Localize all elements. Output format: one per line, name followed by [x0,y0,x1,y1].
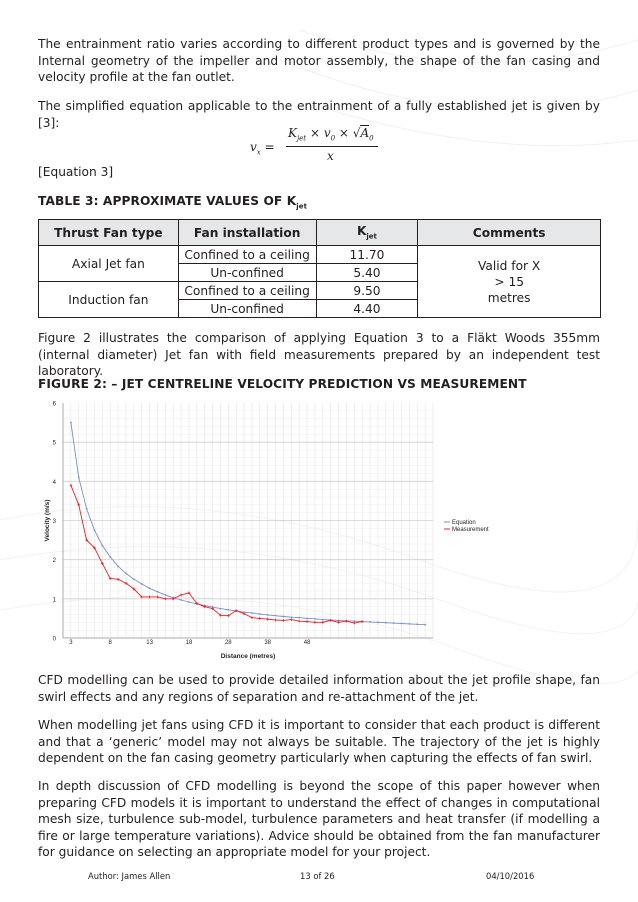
table-header-row [39,220,601,246]
col-header-comments: Comments [418,220,601,246]
kjet-cell: 4.40 [316,300,418,318]
data-point-equation [416,623,418,625]
data-point-measurement [156,595,159,598]
data-point-measurement [337,621,340,624]
x-tick-label: 28 [224,640,232,646]
installation-cell: Un-confined [178,300,316,318]
data-point-measurement [329,619,332,622]
data-point-equation [94,529,96,531]
data-point-equation [125,572,127,574]
x-tick-label: 8 [108,640,112,646]
data-point-equation [424,624,426,626]
col-header-installation: Fan installation [178,220,316,246]
data-point-equation [306,618,308,620]
equation-reference: [Equation 3] [38,165,114,179]
paragraph-entrainment-ratio: The entrainment ratio varies according to different product types and is governed by the Internal geometry of the impeller and motor assembly, the shape of the fan casing and velocity profile at the fan outlet. [38,37,600,85]
data-point-equation [86,508,88,510]
data-point-equation [408,623,410,625]
paragraph-cfd-scope: In depth discussion of CFD modelling is beyond the scope of this paper however when preparing CFD models it is important to understand the effect of changes in computational mesh size, turbulence sub-model, turbulence parameters and heat transfer (if modelling a fire or large temperature variations). Advice should be obtained from the fan manufacturer for guidance on selecting an appropriate model for your project. [38,779,600,860]
y-tick-label: 5 [52,440,56,447]
data-point-equation [157,591,159,593]
data-point-measurement [69,484,72,487]
data-point-measurement [77,503,80,506]
data-point-equation [220,608,222,610]
x-axis-label: Distance (metres) [220,653,276,660]
y-tick-label: 0 [52,636,56,643]
data-point-equation [267,614,269,616]
equation-denominator: x [327,149,334,163]
installation-cell: Un-confined [178,264,316,282]
data-point-equation [283,616,285,618]
paragraph-figure2-intro: Figure 2 illustrates the comparison of applying Equation 3 to a Fläkt Woods 355mm (internal diameter) Jet fan with field measurements prepared by an independent test laboratory. [38,331,600,379]
installation-cell: Confined to a ceiling [178,282,316,300]
installation-cell: Confined to a ceiling [178,246,316,264]
data-point-measurement [314,621,317,624]
y-tick-label: 1 [52,597,56,604]
data-point-equation [117,565,119,567]
data-point-measurement [180,594,183,597]
data-point-measurement [290,618,293,621]
data-point-equation [259,613,261,615]
figure2-chart [38,395,598,663]
fan-type-cell: Axial Jet fan [39,246,179,282]
data-point-equation [164,594,166,596]
x-tick-label: 48 [303,640,311,646]
col-header-fan-type: Thrust Fan type [39,220,179,246]
data-point-equation [70,422,72,424]
data-point-measurement [274,619,277,622]
paragraph-simplified-equation: The simplified equation applicable to the entrainment of a fully established jet is given by [3]: [38,99,600,130]
data-point-equation [133,578,135,580]
table-row [39,246,601,264]
legend-label-measurement: Measurement [452,527,489,533]
data-point-equation [298,617,300,619]
data-point-equation [275,615,277,617]
comments-cell: Valid for X > 15 metres [418,246,601,318]
data-point-equation [401,623,403,625]
x-tick-label: 3 [69,640,73,646]
series-line-measurement [71,485,362,623]
x-tick-label: 38 [264,640,272,646]
data-point-measurement [258,617,261,620]
kjet-cell: 9.50 [316,282,418,300]
equation-fraction-bar [286,146,378,147]
y-tick-label: 3 [52,519,56,525]
data-point-equation [78,477,80,479]
data-point-equation [385,622,387,624]
legend-label-equation: Equation [452,520,476,526]
data-point-measurement [266,618,269,621]
paragraph-cfd-generic-model: When modelling jet fans using CFD it is important to consider that each product is different and that a ‘generic’ model may not always be suitable. The trajectory of the jet is highly dependent on the fan casing geometry particularly when capturing the effects of fan swirl. [38,718,600,766]
data-point-equation [393,622,395,624]
col-header-kjet: $K_{jet}$ [316,220,418,246]
x-tick-label: 18 [185,640,193,646]
data-point-equation [109,556,111,558]
y-axis-label: Velocity (m/s) [44,499,51,542]
series-line-equation [71,423,425,625]
equation-3 [250,126,400,166]
velocity-chart-svg [38,395,598,663]
figure2-title: FIGURE 2: – JET CENTRELINE VELOCITY PREDICTION VS MEASUREMENT [38,377,527,391]
equation-numerator: $K_{jet} \times v_0 \times √A_0$ [288,126,374,143]
y-tick-label: 2 [52,558,56,565]
data-point-measurement [164,597,167,600]
footer-author: Author: James Allen [88,871,171,881]
table3 [38,219,601,318]
footer-date: 04/10/2016 [486,871,535,881]
data-point-measurement [321,621,324,624]
data-point-equation [188,601,190,603]
data-point-equation [290,616,292,618]
data-point-equation [377,621,379,623]
data-point-equation [369,621,371,623]
kjet-cell: 5.40 [316,264,418,282]
data-point-equation [180,599,182,601]
table3-title: TABLE 3: APPROXIMATE VALUES OF $K_{jet}$ [38,194,308,211]
footer-page-number: 13 of 26 [300,871,335,881]
data-point-equation [227,609,229,611]
data-point-equation [141,583,143,585]
data-point-equation [322,619,324,621]
fan-type-cell: Induction fan [39,282,179,318]
paragraph-cfd-profile: CFD modelling can be used to provide detailed information about the jet profile shape, fan swirl effects and any regions of separation and re-attachment of the jet. [38,673,600,704]
y-tick-label: 4 [52,479,56,486]
data-point-equation [149,587,151,589]
kjet-cell: 11.70 [316,246,418,264]
data-point-measurement [148,595,151,598]
y-tick-label: 6 [52,401,56,408]
equation-lhs: $v_x$ = [250,140,275,157]
data-point-equation [251,612,253,614]
x-tick-label: 13 [146,640,153,646]
data-point-measurement [282,619,285,622]
data-point-equation [314,618,316,620]
data-point-equation [101,545,103,547]
